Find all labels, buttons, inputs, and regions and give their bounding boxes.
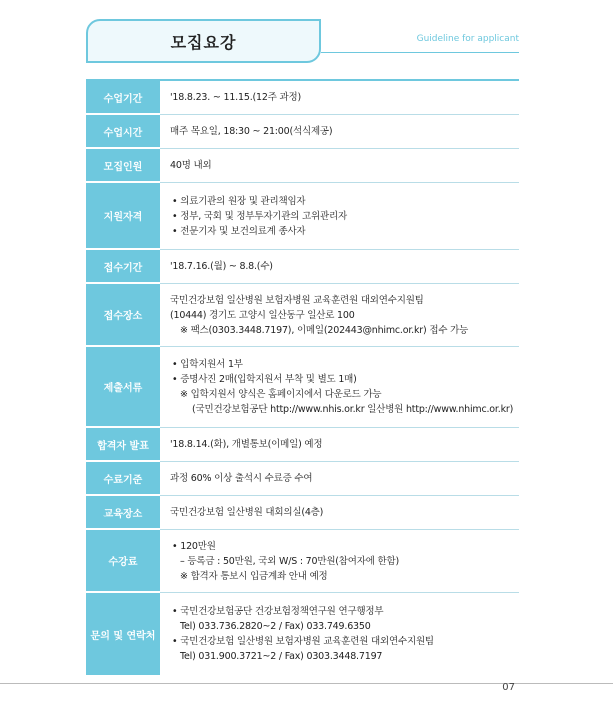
- content-line: 국민건강보험 일산병원 대회의실(4층): [170, 507, 324, 518]
- row-content: [160, 149, 519, 182]
- content-line: • 국민건강보험 일산병원 보험자병원 교육훈련원 대외연수지원팀: [170, 634, 519, 649]
- row-label: 모집인원: [86, 149, 160, 183]
- row-content: [160, 183, 519, 249]
- page-number: 07: [502, 682, 515, 693]
- header-divider: [321, 52, 519, 53]
- content-line: (10444) 경기도 고양시 일산동구 일산로 100: [170, 309, 355, 321]
- row-label: 지원자격: [86, 183, 160, 250]
- row-content: [160, 496, 519, 529]
- table-row: [86, 250, 519, 284]
- row-content: [160, 284, 519, 346]
- content-line: • 120만원: [170, 539, 519, 554]
- row-content: [160, 530, 519, 592]
- table-row: [86, 428, 519, 462]
- content-line: • 의료기관의 원장 및 관리책임자: [170, 194, 519, 209]
- content-line: 매주 목요일, 18:30 ~ 21:00(석식제공): [170, 126, 333, 137]
- content-line: – 등록금 : 50만원, 국외 W/S : 70만원(참여자에 한함): [180, 555, 399, 567]
- row-label: 합격자 발표: [86, 428, 160, 462]
- table-row: [86, 347, 519, 428]
- content-line: Tel) 033.736.2820~2 / Fax) 033.749.6350: [180, 621, 371, 632]
- row-content: [160, 593, 519, 675]
- row-content: [160, 347, 519, 427]
- content-line: '18.8.23. ~ 11.15.(12주 과정): [170, 92, 301, 103]
- content-line: • 입학지원서 1부: [170, 357, 519, 372]
- content-line: 국민건강보험 일산병원 보험자병원 교육훈련원 대외연수지원팀: [170, 294, 424, 306]
- row-label: 수강료: [86, 530, 160, 593]
- row-content: [160, 81, 519, 114]
- table-row: [86, 115, 519, 149]
- table-row: [86, 81, 519, 115]
- table-row: [86, 149, 519, 183]
- footer-divider: [0, 683, 613, 684]
- row-label: 교육장소: [86, 496, 160, 530]
- row-content: [160, 250, 519, 283]
- content-line: 40명 내외: [170, 160, 212, 171]
- row-label: 수료기준: [86, 462, 160, 496]
- header-title-box: [86, 19, 321, 63]
- row-content: [160, 115, 519, 148]
- table-row: [86, 462, 519, 496]
- content-line: '18.7.16.(월) ~ 8.8.(수): [170, 261, 273, 272]
- row-label: 수업기간: [86, 81, 160, 115]
- content-line: ※ 팩스(0303.3448.7197), 이메일(202443@nhimc.or.kr) 접수 가능: [180, 324, 469, 336]
- row-content: [160, 462, 519, 495]
- content-line: ※ 입학지원서 양식은 홈페이지에서 다운로드 가능: [180, 389, 382, 400]
- content-line: • 정부, 국회 및 정부투자기관의 고위관리자: [170, 209, 519, 224]
- row-label: 제출서류: [86, 347, 160, 428]
- content-line: • 증명사진 2매(입학지원서 부착 및 별도 1매): [170, 372, 519, 387]
- table-row: [86, 496, 519, 530]
- row-label: 접수장소: [86, 284, 160, 347]
- content-line: (국민건강보험공단 http://www.nhis.or.kr 일산병원 http://www.nhimc.or.kr): [192, 404, 514, 415]
- row-content: [160, 428, 519, 461]
- table-row: [86, 530, 519, 593]
- row-label: 접수기간: [86, 250, 160, 284]
- table-row: [86, 593, 519, 675]
- content-line: Tel) 031.900.3721~2 / Fax) 0303.3448.7197: [180, 651, 383, 662]
- content-line: 과정 60% 이상 출석시 수료증 수여: [170, 473, 313, 484]
- page-subtitle: Guideline for applicant: [416, 34, 519, 44]
- content-line: '18.8.14.(화), 개별통보(이메일) 예정: [170, 439, 323, 450]
- page-title: 모집요강: [170, 32, 237, 52]
- content-line: • 전문기자 및 보건의료계 종사자: [170, 224, 519, 239]
- row-label: 수업시간: [86, 115, 160, 149]
- content-line: • 국민건강보험공단 건강보험정책연구원 연구행정부: [170, 604, 519, 619]
- info-table: [86, 79, 519, 675]
- row-label: 문의 및 연락처: [86, 593, 160, 675]
- table-row: [86, 183, 519, 250]
- table-row: [86, 284, 519, 347]
- content-line: ※ 합격자 통보시 입금계좌 안내 예정: [180, 570, 328, 582]
